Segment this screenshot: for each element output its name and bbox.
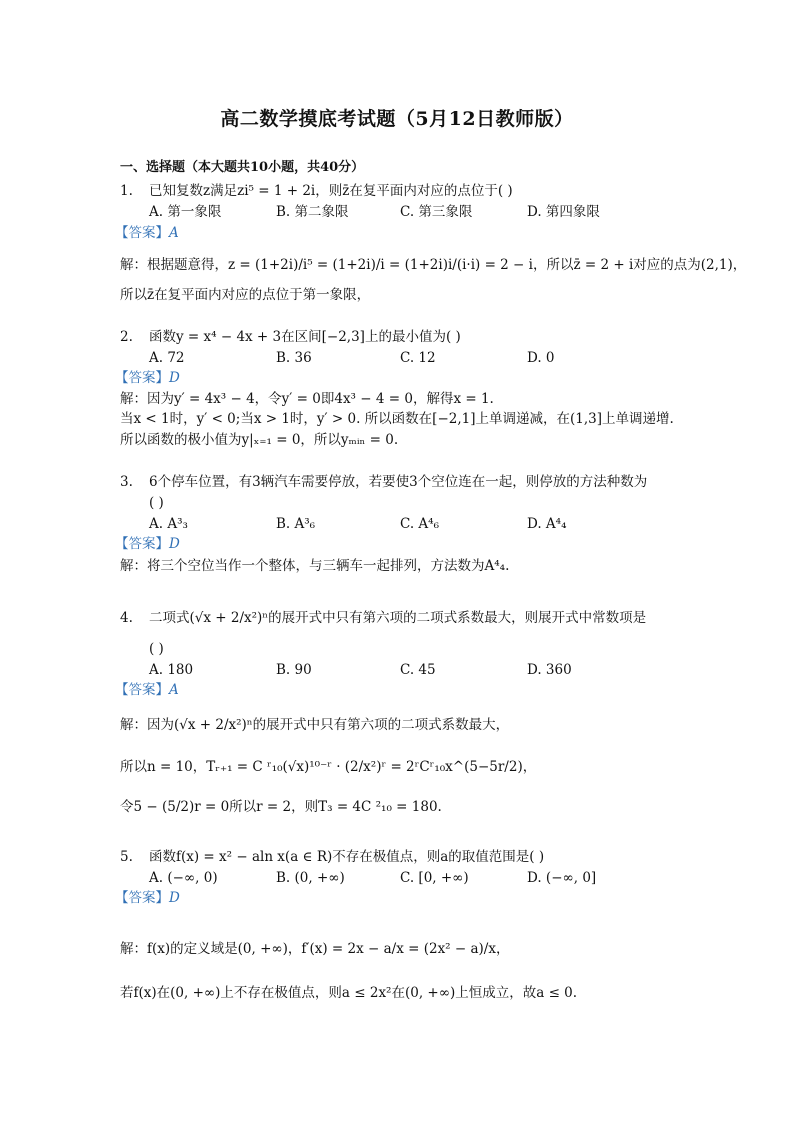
option-c: C. 12 [400,350,436,366]
answer-line [115,535,180,553]
answer-label: 【答案】 [115,225,169,241]
section-heading: 一、选择题（本大题共10小题，共40分） [120,160,365,175]
option-b: B. A³₆ [276,516,316,532]
option-d: D. (−∞, 0] [527,870,597,886]
question-stem-continued: ( ) [149,641,164,657]
question-number: 4. [120,610,133,626]
answer-label: 【答案】 [115,890,169,906]
solution-line: 解：因为y′ = 4x³ − 4，令y′ = 0即4x³ − 4 = 0，解得x = 1. [120,391,494,407]
option-c: C. A⁴₆ [400,516,440,532]
question-stem: 函数f(x) = x² − aln x(a ∈ R)不存在极值点，则a的取值范围是( ) [149,849,545,865]
solution-line: 解：根据题意得，z = (1+2i)/i⁵ = (1+2i)/i = (1+2i)i/(i·i) = 2 − i，所以z̄ = 2 + i对应的点为(2,1)， [120,257,747,273]
page-title: 高二数学摸底考试题（5月12日教师版） [220,108,574,130]
solution-line: 解：将三个空位当作一个整体，与三辆车一起排列，方法数为A⁴₄. [120,558,510,574]
answer-value: D [169,536,180,552]
question-stem: 二项式(√x + 2/x²)ⁿ的展开式中只有第六项的二项式系数最大，则展开式中常数项是 [149,610,647,626]
question-stem: 已知复数z满足zi⁵ = 1 + 2i，则z̄在复平面内对应的点位于( ) [149,183,513,199]
solution-line: 当x < 1时，y′ < 0;当x > 1时，y′ > 0. 所以函数在[−2,1]上单调递减，在(1,3]上单调递增. [120,411,674,427]
question-number: 5. [120,849,133,865]
solution-line: 所以z̄在复平面内对应的点位于第一象限， [120,287,371,303]
question-stem: 6个停车位置，有3辆汽车需要停放，若要使3个空位连在一起，则停放的方法种数为 [149,474,648,490]
answer-value: D [169,890,180,906]
solution-line: 所以函数的极小值为y|ₓ₌₁ = 0，所以yₘᵢₙ = 0. [120,432,399,448]
answer-label: 【答案】 [115,682,169,698]
solution-line: 解：f(x)的定义域是(0, +∞)，f′(x) = 2x − a/x = (2x² − a)/x， [120,941,510,957]
option-c: C. [0, +∞) [400,870,469,886]
solution-line: 解：因为(√x + 2/x²)ⁿ的展开式中只有第六项的二项式系数最大， [120,717,510,733]
answer-value: A [169,225,179,241]
option-c: C. 第三象限 [400,204,473,220]
option-d: D. 0 [527,350,555,366]
answer-line [115,369,180,387]
answer-label: 【答案】 [115,536,169,552]
option-a: A. 180 [149,662,194,678]
question-number: 1. [120,183,133,199]
option-d: D. 第四象限 [527,204,600,220]
option-b: B. 36 [276,350,312,366]
answer-line [115,681,179,699]
solution-line: 令5 − (5/2)r = 0所以r = 2，则T₃ = 4C ²₁₀ = 180. [120,799,442,815]
answer-label: 【答案】 [115,370,169,386]
question-number: 3. [120,474,133,490]
solution-line: 所以n = 10，Tᵣ₊₁ = C ʳ₁₀(√x)¹⁰⁻ʳ · (2/x²)ʳ = 2ʳCʳ₁₀x^(5−5r/2)， [120,759,537,775]
question-number: 2. [120,329,133,345]
option-d: D. A⁴₄ [527,516,567,532]
question-stem: 函数y = x⁴ − 4x + 3在区间[−2,3]上的最小值为( ) [149,329,461,345]
option-b: B. (0, +∞) [276,870,345,886]
solution-line: 若f(x)在(0, +∞)上不存在极值点，则a ≤ 2x²在(0, +∞)上恒成立，故a ≤ 0. [120,985,578,1001]
answer-value: A [169,682,179,698]
answer-line [115,224,179,242]
option-b: B. 90 [276,662,312,678]
option-d: D. 360 [527,662,572,678]
option-b: B. 第二象限 [276,204,349,220]
option-a: A. A³₃ [149,516,188,532]
answer-value: D [169,370,180,386]
answer-line [115,889,180,907]
question-stem-continued: ( ) [149,495,164,511]
option-a: A. 72 [149,350,185,366]
option-a: A. 第一象限 [149,204,222,220]
option-c: C. 45 [400,662,436,678]
option-a: A. (−∞, 0) [149,870,218,886]
